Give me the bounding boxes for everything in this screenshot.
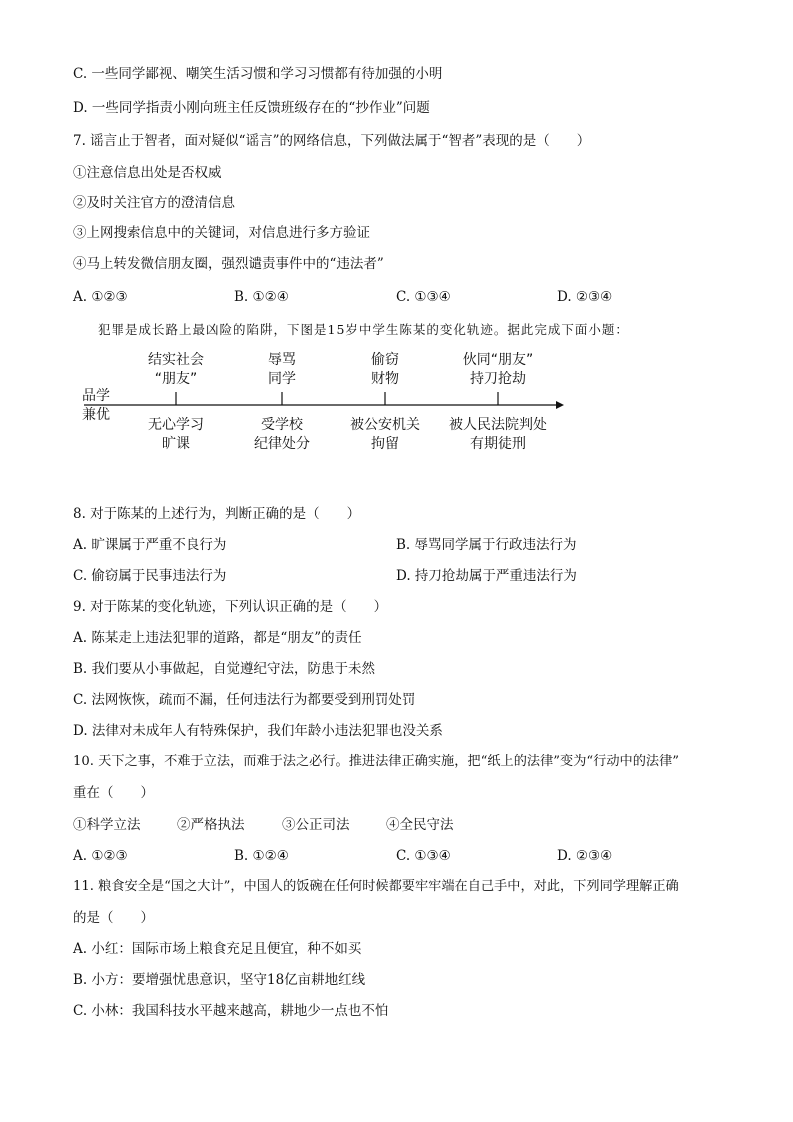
q7-option-c: C. ①③④ (396, 289, 451, 305)
timeline-bottom-1: 无心学习 旷课 (148, 417, 204, 452)
timeline-bottom-3: 被公安机关 拘留 (350, 417, 420, 452)
q8-option-d: D. 持刀抢劫属于严重违法行为 (396, 568, 577, 584)
q10-item-2: ②严格执法 (177, 817, 245, 833)
q7-option-d: D. ②③④ (557, 289, 613, 305)
q11-stem-line2: 的是（ ） (73, 910, 154, 926)
q7-item-2: ②及时关注官方的澄清信息 (73, 195, 235, 211)
q10-option-a: A. ①②③ (73, 848, 128, 864)
q10-option-c: C. ①③④ (396, 848, 451, 864)
q10-stem-line2: 重在（ ） (73, 785, 154, 801)
q10-item-4: ④全民守法 (386, 817, 454, 833)
timeline-top-3: 偷窃 财物 (371, 352, 399, 387)
q9-option-d: D. 法律对未成年人有特殊保护，我们年龄小违法犯罪也没关系 (73, 723, 443, 739)
q8-option-b: B. 辱骂同学属于行政违法行为 (396, 537, 577, 553)
q10-option-d: D. ②③④ (557, 848, 613, 864)
q7-option-b: B. ①②④ (234, 289, 289, 305)
q10-item-3: ③公正司法 (282, 817, 350, 833)
q10-stem-line1: 10. 天下之事，不难于立法，而难于法之必行。推进法律正确实施，把“纸上的法律”变为“行动中的法律” (73, 754, 680, 769)
timeline-top-1: 结实社会 “朋友” (148, 352, 204, 387)
timeline-axis (0, 0, 793, 470)
timeline-top-2: 辱骂 同学 (268, 352, 296, 387)
q7-stem: 7. 谣言止于智者，面对疑似“谣言”的网络信息，下列做法属于“智者”表现的是（ ） (73, 133, 591, 149)
q10-option-b: B. ①②④ (234, 848, 289, 864)
q7-option-a: A. ①②③ (73, 289, 128, 305)
q10-item-1: ①科学立法 (73, 817, 141, 833)
timeline-top-4: 伙同“朋友” 持刀抢劫 (462, 352, 534, 387)
q7-item-1: ①注意信息出处是否权威 (73, 165, 222, 181)
q9-option-a: A. 陈某走上违法犯罪的道路，都是“朋友”的责任 (73, 630, 362, 646)
q6-option-c: C. 一些同学鄙视、嘲笑生活习惯和学习习惯都有待加强的小明 (73, 66, 443, 82)
q11-option-b: B. 小方：要增强忧患意识，坚守18亿亩耕地红线 (73, 972, 366, 988)
q8-stem: 8. 对于陈某的上述行为，判断正确的是（ ） (73, 506, 361, 522)
q9-option-b: B. 我们要从小事做起，自觉遵纪守法，防患于未然 (73, 661, 376, 677)
q7-item-4: ④马上转发微信朋友圈，强烈谴责事件中的“违法者” (73, 256, 384, 272)
q7-item-3: ③上网搜索信息中的关键词，对信息进行多方验证 (73, 225, 370, 241)
q11-option-a: A. 小红：国际市场上粮食充足且便宜，种不如买 (73, 941, 362, 957)
q8-option-c: C. 偷窃属于民事违法行为 (73, 568, 227, 584)
q11-stem-line1: 11. 粮食安全是“国之大计”，中国人的饭碗在任何时候都要牢牢端在自己手中，对此，下列同学理解正确 (73, 879, 679, 894)
timeline-bottom-4: 被人民法院判处 有期徒刑 (449, 417, 547, 452)
passage-intro: 犯罪是成长路上最凶险的陷阱，下图是15岁中学生陈某的变化轨迹。据此完成下面小题： (98, 322, 629, 337)
timeline-bottom-2: 受学校 纪律处分 (254, 417, 310, 452)
q9-stem: 9. 对于陈某的变化轨迹，下列认识正确的是（ ） (73, 599, 388, 615)
q11-option-c: C. 小林：我国科技水平越来越高，耕地少一点也不怕 (73, 1003, 389, 1019)
q8-option-a: A. 旷课属于严重不良行为 (73, 537, 227, 553)
timeline-start: 品学 兼优 (82, 388, 110, 423)
q9-option-c: C. 法网恢恢，疏而不漏，任何违法行为都要受到刑罚处罚 (73, 692, 416, 708)
q6-option-d: D. 一些同学指责小刚向班主任反馈班级存在的“抄作业”问题 (73, 100, 430, 116)
